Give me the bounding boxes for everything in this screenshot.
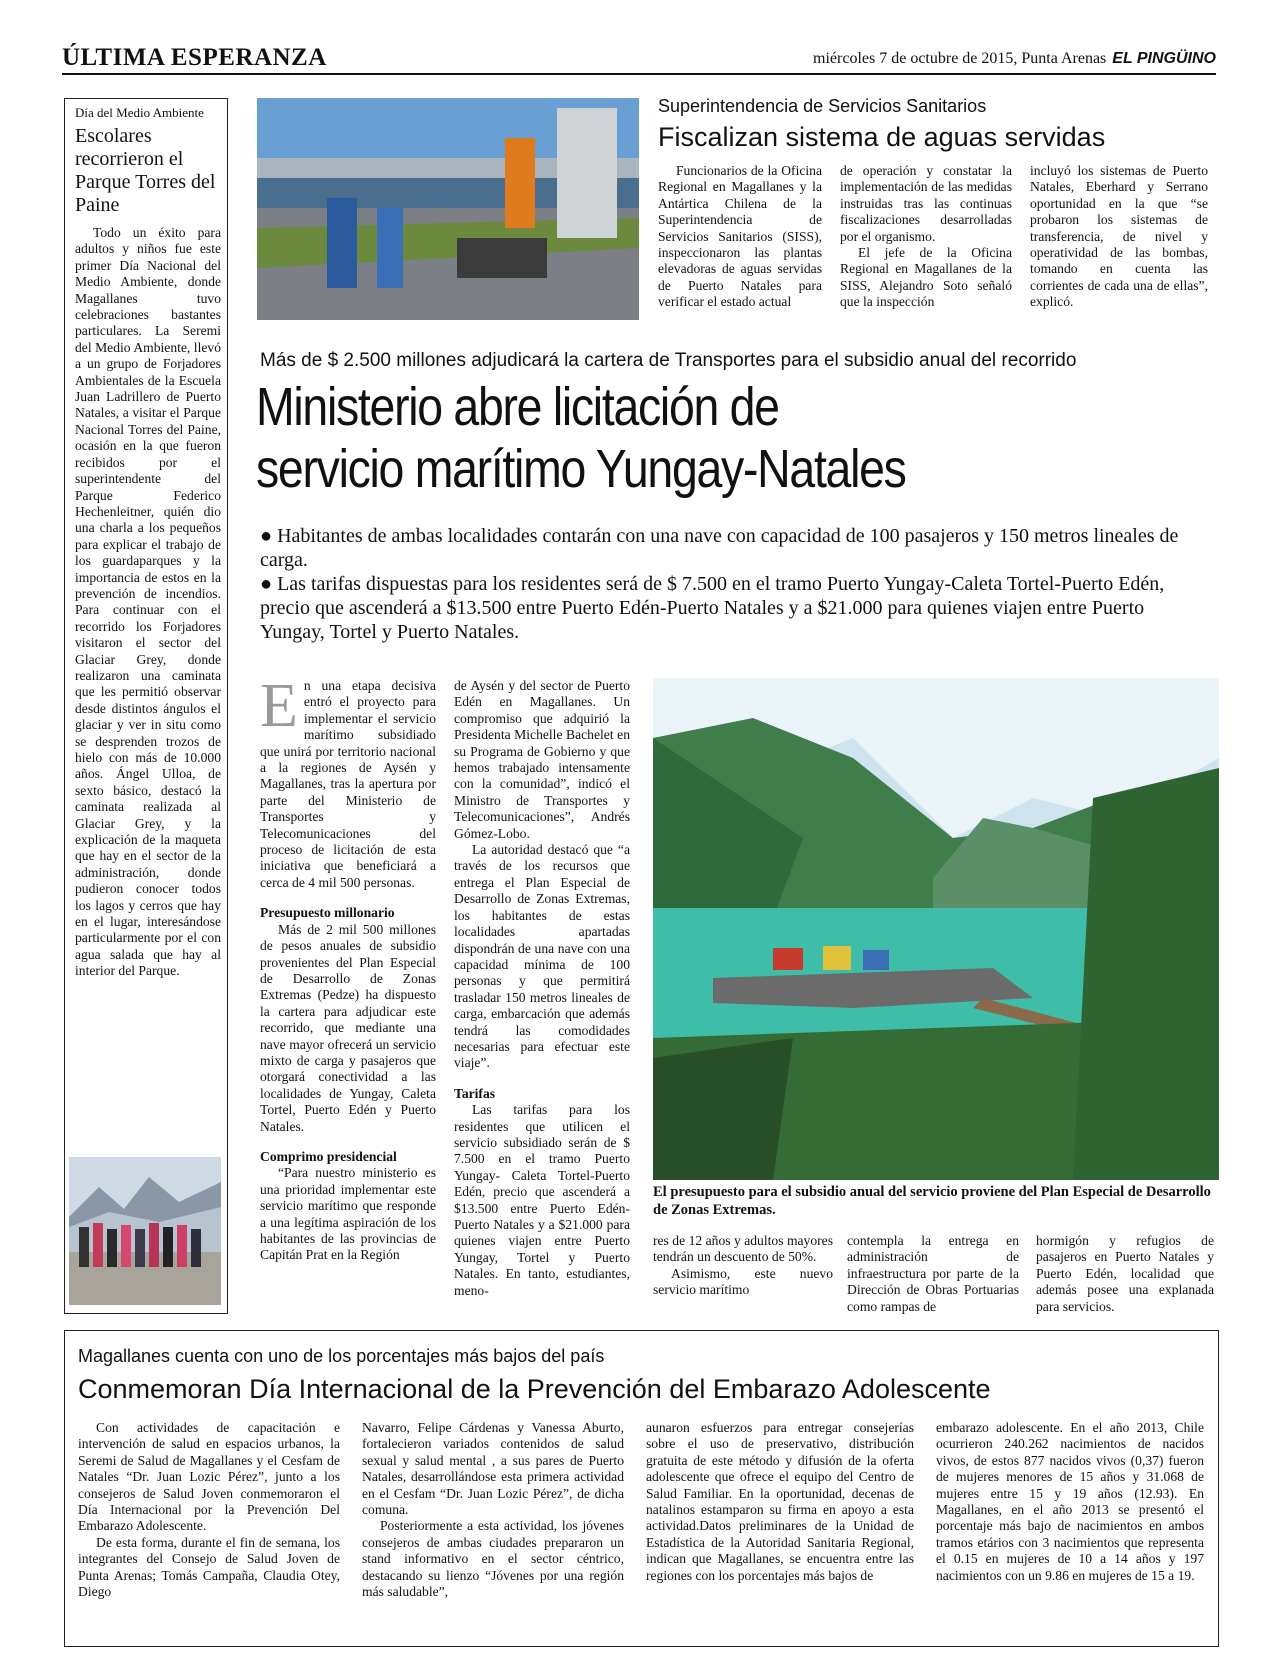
story1-kicker: Superintendencia de Servicios Sanitarios [658, 96, 987, 116]
story1-headline: Fiscalizan sistema de aguas servidas [658, 122, 1106, 152]
story1-col3-text: incluyó los sistemas de Puerto Natales, Eberhard y Serrano oportunidad en la que “se probaron los sistemas de transferencia, de nivel y operatividad de las bombas, tomando en cuenta las corrientes de cada una de ellas”, explicó. [1030, 163, 1208, 310]
header-rule [62, 73, 1216, 75]
main-headline-line2: servicio marítimo Yungay-Natales [256, 439, 906, 499]
main-headline-line1: Ministerio abre licitación de [256, 377, 779, 437]
main-col3 [653, 1233, 833, 1299]
story3-col2-p2: Posteriormente a esta actividad, los jóvenes consejeros de ambas ciudades prepararon un stand informativo en el sector céntrico, destacando su lienzo “Jóvenes por una región más saludable”, [362, 1518, 624, 1600]
main-col1-p2: Más de 2 mil 500 millones de pesos anuales de subsidio provenientes del Plan Especial de Desarrollo de Zonas Extremas (Pedze) ha dispuesto la cartera para adjudicar este recorrido, que mediante una nave mayor ofrecerá un servicio mixto de carga y pasajeros que otorgará conectividad a las localidades de Yungay, Caleta Tortel, Puerto Edén y Puerto Natales. [260, 921, 436, 1134]
story3-col1-p1: Con actividades de capacitación e intervención de salud en espacios urbanos, la Seremi de Salud de Magallanes y el Cesfam de Natales “Dr. Juan Lozic Pérez”, junto a los consejeros de Salud Joven conmemoraron el Día Internacional por la Prevención Del Embarazo Adolescente. [78, 1420, 340, 1534]
main-bullets [260, 524, 1206, 644]
sidebar-kicker: Día del Medio Ambiente [75, 105, 204, 120]
main-col5-text: hormigón y refugios de pasajeros en Puerto Natales y Puerto Edén, localidad que además posee una explanada para servicios. [1036, 1233, 1214, 1314]
main-col2-p2: La autoridad destacó que “a través de los recursos que entrega el Plan Especial de Desarrollo de Zonas Extremas, los habitantes de estas localidades apartadas dispondrán de una nave con una capacidad mínima de 100 personas y que permitirá trasladar 150 metros lineales de carga, embarcación que además tendrá las comodidades necesarias para efectuar este viaje”. [454, 842, 630, 1071]
subhead-tarifas: Tarifas [454, 1085, 496, 1101]
main-col2 [454, 678, 630, 1299]
main-col3-text-a: res de 12 años y adultos mayores tendrán un descuento de 50%. [653, 1233, 833, 1265]
main-col4-text: contempla la entrega en administración de infraestructura por parte de la Dirección de Obras Portuarias como rampas de [847, 1233, 1019, 1314]
main-col4 [847, 1233, 1019, 1315]
main-col2-p3: Las tarifas para los residentes que utilicen el servicio subsidiado serán de $ 7.500 en el tramo Puerto Yungay- Caleta Tortel-Puerto Edén, precio que ascenderá a $13.500 entre Puerto Edén-Puerto Natales y a $21.000 para quienes viajen entre Puerto Yungay, Tortel y Puerto Natales. En tanto, estudiantes, meno- [454, 1102, 630, 1298]
main-col5 [1036, 1233, 1214, 1315]
story1-col1-text: Funcionarios de la Oficina Regional en Magallanes y la Antártica Chilena de la Superintendencia de Servicios Sanitarios (SISS), inspeccionaron las plantas elevadoras de aguas servidas de Puerto Natales para verificar el estado actual [658, 163, 822, 310]
story3-col1 [78, 1420, 340, 1600]
sidebar-headline: Escolares recorrieron el Parque Torres del Paine [75, 125, 216, 216]
story1-col1 [658, 163, 822, 311]
photo-caption: El presupuesto para el subsidio anual del servicio proviene del Plan Especial de Desarrollo de Zonas Extremas. [653, 1184, 1211, 1218]
story3-kicker: Magallanes cuenta con uno de los porcentajes más bajos del país [78, 1346, 605, 1366]
subhead-presupuesto: Presupuesto millonario [260, 905, 395, 921]
subhead-compromiso: Comprimo presidencial [260, 1148, 397, 1164]
section-title: ÚLTIMA ESPERANZA [62, 44, 327, 71]
date-text: miércoles 7 de octubre de 2015, Punta Arenas [813, 50, 1107, 67]
bullet-1: ● Habitantes de ambas localidades contarán con una nave con capacidad de 100 pasajeros y 150 metros lineales de carga. [260, 525, 1179, 571]
story3-headline: Conmemoran Día Internacional de la Prevención del Embarazo Adolescente [78, 1374, 991, 1404]
sidebar-story [64, 98, 228, 1314]
story3-col2 [362, 1420, 624, 1600]
dateline [813, 50, 1216, 68]
sidebar-group-photo [69, 1157, 221, 1305]
story1-col2-text-b: El jefe de la Oficina Regional en Magallanes de la SISS, Alejandro Soto señaló que la inspección [840, 245, 1012, 310]
story3-col2-p1: Navarro, Felipe Cárdenas y Vanessa Aburto, fortalecieron variados contenidos de salud sexual y salud mental , a sus pares de Puerto Natales, desarrollándose esta primera actividad en el Cesfam “Dr. Juan Lozic Pérez”, de dicha comuna. [362, 1420, 624, 1518]
main-col1-p3: “Para nuestro ministerio es una prioridad implementar este servicio marítimo que responde a una legítima aspiración de los habitantes de las provincias de Capitán Prat en la Región [260, 1165, 436, 1263]
caleta-tortel-photo [653, 678, 1219, 1180]
story3-col4-p1: embarazo adolescente. En el año 2013, Chile ocurrieron 240.262 nacimientos de nacidos vivos, de estos 877 nacidos vivos (0,37) fueron de mujeres menores de 15 años y 31.068 de mujeres entre 15 y 19 años (12.93). En Magallanes, en el año 2013 se presentó el porcentaje más bajo de nacimientos en ambos tramos etários con 3 nacimientos que representa el 0.15 en mujeres de 10 a 14 años y 197 nacimientos con un 9.86 en mujeres de 15 a 19. [936, 1420, 1204, 1583]
story3-col4 [936, 1420, 1204, 1584]
main-col2-p1: de Aysén y del sector de Puerto Edén en Magallanes. Un compromiso que adquirió la Presidenta Michelle Bachelet en su Programa de Gobierno y que hemos trabajado intensamente con la comunidad”, indicó el Ministro de Transportes y Telecomunicaciones”, Andrés Gómez-Lobo. [454, 678, 630, 841]
story1-col2-text-a: de operación y constatar la implementación de las medidas instruidas tras las continuas fiscalizaciones desarrolladas por el organismo. [840, 163, 1012, 244]
sidebar-body: Todo un éxito para adultos y niños fue este primer Día Nacional del Medio Ambiente, donde Magallanes tuvo celebraciones bastantes particulares. La Seremi del Medio Ambiente, llevó a un grupo de Forjadores Ambientales de la Escuela Juan Ladrillero de Puerto Natales, a visitar el Parque Nacional Torres del Paine, ocasión en la que fueron recibidos por el superintendente del Parque Federico Hechenleitner, quién dio una charla a los pequeños para explicar el trabajo de los guardaparques y la importancia de estos en la prevención de incendios. Para continuar con el recorrido los Forjadores visitaron el sector del Glaciar Grey, donde realizaron una caminata que les permitió observar desde distintos ángulos el glaciar y ver in situ como se desprenden trozos de hielo con más de 10.000 años. Ángel Ulloa, de sexto básico, destacó la caminata realizada al Glaciar Grey, y la explicación de la maqueta que hay en el sector de la administración, donde pudieron conocer todos los lagos y cerros que hay en el lugar, interesándose particularmente por el con agua salada que hay al interior del Parque. [75, 225, 221, 979]
main-col1-p1: n una etapa decisiva entró el proyecto para implementar el servicio marítimo subsidiado que unirá por territorio nacional a la regiones de Aysén y Magallanes, tras la apertura por parte del Ministerio de Transportes y Telecomunicaciones del proceso de licitación de esta iniciativa que beneficiará a cerca de 4 mil 500 personas. [260, 678, 436, 890]
main-col1 [260, 672, 436, 1264]
main-col3-text-b: Asimismo, este nuevo servicio marítimo [653, 1265, 833, 1298]
brand-logo: EL PINGÜINO [1112, 50, 1216, 67]
story3-col1-p2: De esta forma, durante el fin de semana, los integrantes del Consejo de Salud Joven de Punta Arenas; Tomás Campaña, Claudia Otey, Diego [78, 1534, 340, 1600]
story3-col3 [646, 1420, 914, 1584]
story1-col2 [840, 163, 1012, 311]
story1-col3 [1030, 163, 1208, 311]
sewage-inspection-photo [257, 98, 639, 320]
main-subheadline: Más de $ 2.500 millones adjudicará la cartera de Transportes para el subsidio anual del recorrido [260, 350, 1077, 371]
drop-cap: E [260, 672, 298, 740]
bullet-2: ● Las tarifas dispuestas para los residentes será de $ 7.500 en el tramo Puerto Yungay-Caleta Tortel-Puerto Edén, precio que ascenderá a $13.500 entre Puerto Edén-Puerto Natales y a $21.000 para quienes viajen entre Puerto Yungay, Tortel y Puerto Natales. [260, 573, 1165, 643]
story3-col3-p1: aunaron esfuerzos para entregar consejerías sobre el uso de preservativo, distribución gratuita de este método y difusión de la oferta adolescente que ofrece el equipo del Centro de Salud Familiar. En la oportunidad, decenas de natalinos estamparon su firma en apoyo a esta actividad.Datos preliminares de la Unidad de Estadística de la Autoridad Sanitaria Regional, indican que Magallanes, se encuentra entre las regiones con los porcentajes más bajos de [646, 1420, 914, 1583]
main-headline [256, 376, 906, 500]
